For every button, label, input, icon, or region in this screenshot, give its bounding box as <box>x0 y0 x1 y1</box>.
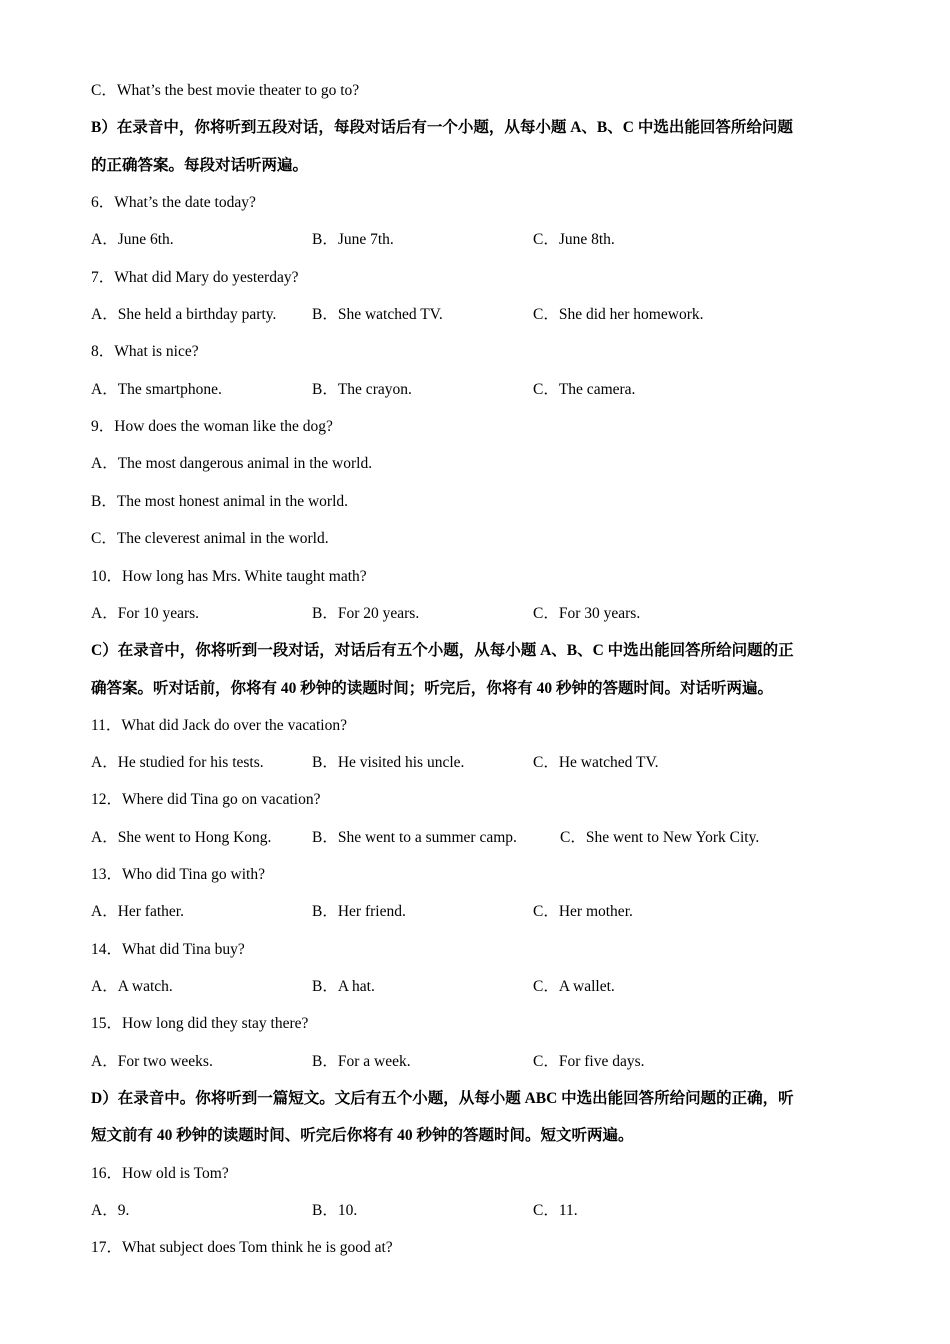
section-instruction: 的正确答案。每段对话听两遍。 <box>91 157 309 174</box>
answer-option: A．Her father. <box>91 903 184 920</box>
answer-option: A．She went to Hong Kong. <box>91 829 272 846</box>
section-instruction: D）在录音中。你将听到一篇短文。文后有五个小题，从每小题 ABC 中选出能回答所给问题的正确，听 <box>91 1090 794 1107</box>
section-instruction: 短文前有 40 秒钟的读题时间、听完后你将有 40 秒钟的答题时间。短文听两遍。 <box>91 1127 634 1144</box>
answer-option: B．10. <box>312 1202 358 1219</box>
answer-option: C．She went to New York City. <box>560 829 760 846</box>
question-text: 15．How long did they stay there? <box>91 1015 309 1032</box>
answer-option: C．She did her homework. <box>533 306 704 323</box>
section-instruction: C）在录音中，你将听到一段对话，对话后有五个小题，从每小题 A、B、C 中选出能回答所给问题的正 <box>91 642 794 659</box>
answer-option: A．He studied for his tests. <box>91 754 264 771</box>
answer-option: A．For 10 years. <box>91 605 200 622</box>
question-text: 17．What subject does Tom think he is good at? <box>91 1239 393 1256</box>
answer-option: B．June 7th. <box>312 231 394 248</box>
answer-option: C．June 8th. <box>533 231 615 248</box>
question-text: 16．How old is Tom? <box>91 1165 229 1182</box>
question-text: 12．Where did Tina go on vacation? <box>91 791 321 808</box>
answer-option: C．11. <box>533 1202 578 1219</box>
answer-option: C．The camera. <box>533 381 636 398</box>
answer-option: B．Her friend. <box>312 903 406 920</box>
question-text: 14．What did Tina buy? <box>91 941 245 958</box>
section-instruction: B）在录音中，你将听到五段对话，每段对话后有一个小题，从每小题 A、B、C 中选出能回答所给问题 <box>91 119 793 136</box>
answer-option: C．A wallet. <box>533 978 615 995</box>
answer-option: C．For five days. <box>533 1053 645 1070</box>
question-text: B．The most honest animal in the world. <box>91 493 349 510</box>
answer-option: A．9. <box>91 1202 130 1219</box>
question-text: 8．What is nice? <box>91 343 199 360</box>
question-text: C．The cleverest animal in the world. <box>91 530 329 547</box>
answer-option: B．She went to a summer camp. <box>312 829 517 846</box>
question-text: C．What’s the best movie theater to go to? <box>91 82 360 99</box>
question-text: 7．What did Mary do yesterday? <box>91 269 299 286</box>
answer-option: B．For a week. <box>312 1053 411 1070</box>
answer-option: A．She held a birthday party. <box>91 306 277 323</box>
answer-option: A．The smartphone. <box>91 381 222 398</box>
question-text: A．The most dangerous animal in the world. <box>91 455 373 472</box>
answer-option: A．A watch. <box>91 978 173 995</box>
answer-option: B．The crayon. <box>312 381 412 398</box>
question-text: 6．What’s the date today? <box>91 194 256 211</box>
section-instruction: 确答案。听对话前，你将有 40 秒钟的读题时间；听完后，你将有 40 秒钟的答题时间。对话听两遍。 <box>91 680 774 697</box>
answer-option: B．He visited his uncle. <box>312 754 465 771</box>
answer-option: B．For 20 years. <box>312 605 420 622</box>
question-text: 9．How does the woman like the dog? <box>91 418 333 435</box>
answer-option: A．For two weeks. <box>91 1053 213 1070</box>
answer-option: B．A hat. <box>312 978 375 995</box>
question-text: 11．What did Jack do over the vacation? <box>91 717 347 734</box>
answer-option: C．Her mother. <box>533 903 633 920</box>
answer-option: A．June 6th. <box>91 231 174 248</box>
question-text: 13．Who did Tina go with? <box>91 866 265 883</box>
answer-option: C．He watched TV. <box>533 754 659 771</box>
answer-option: C．For 30 years. <box>533 605 641 622</box>
question-text: 10．How long has Mrs. White taught math? <box>91 568 367 585</box>
answer-option: B．She watched TV. <box>312 306 443 323</box>
